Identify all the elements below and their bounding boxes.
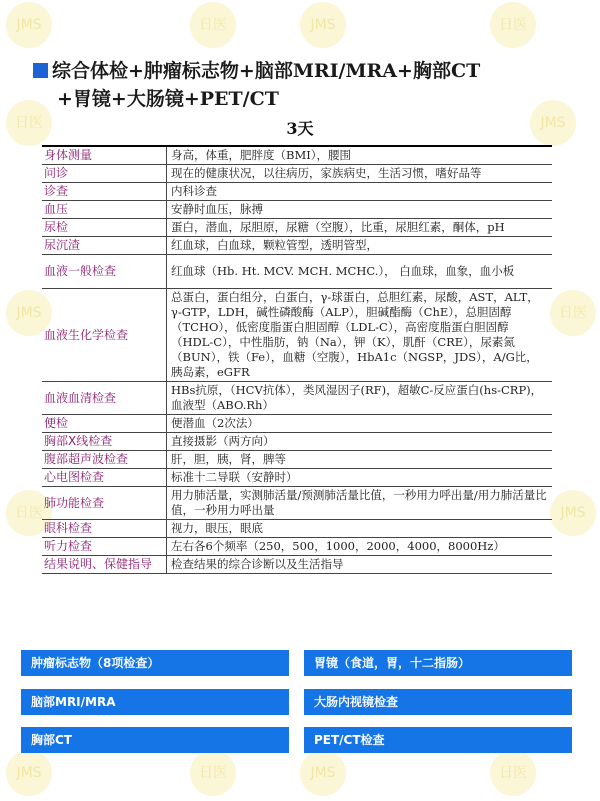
- item-desc: 直接摄影（两方向）: [167, 433, 553, 451]
- table-row: [42, 451, 552, 469]
- title-line-1: [33, 57, 573, 85]
- item-desc: 总蛋白，蛋白组分，白蛋白，γ-球蛋白，总胆红素，尿酸，AST，ALT，γ-GTP，LDH，碱性磷酸酶（ALP），胆碱酯酶（ChE），总胆固醇（TCHO），低密度脂蛋白胆固醇（LDL-C），高密度脂蛋白胆固醇（HDL-C），中性脂肪，钠（Na），钾（K），肌酐（CRE），尿素氮（BUN），铁（Fe），血糖（空腹），HbA1c（NGSP，JDS），A/G比，胰岛素，eGFR: [167, 289, 553, 382]
- item-name: 腹部超声波检查: [42, 451, 167, 469]
- item-name: 血压: [42, 201, 167, 219]
- page-title: [33, 57, 573, 113]
- table-row: [42, 237, 552, 255]
- gastroscopy-button[interactable]: 胃镜（食道，胃，十二指肠）: [304, 650, 572, 676]
- table-row: [42, 415, 552, 433]
- table-row: [42, 255, 552, 289]
- watermark-seal: JMS: [300, 750, 346, 796]
- item-desc: HBs抗原，（HCV抗体），类风湿因子(RF)，超敏C-反应蛋白(hs-CRP)，血液型（ABO.Rh）: [167, 382, 553, 415]
- title-line-2: +胃镜+大肠镜+PET/CT: [57, 88, 279, 110]
- item-name: 尿沉渣: [42, 237, 167, 255]
- watermark-seal: 日医: [550, 290, 596, 336]
- item-name: 便检: [42, 415, 167, 433]
- chest-ct-button[interactable]: 胸部CT: [21, 727, 289, 753]
- table-row: [42, 201, 552, 219]
- table-row: [42, 556, 552, 574]
- watermark-seal: 日医: [6, 490, 52, 536]
- item-name: 血液生化学检查: [42, 289, 167, 382]
- item-desc: 身高，体重，肥胖度（BMI），腰围: [167, 146, 553, 165]
- colonoscopy-button[interactable]: 大肠内视镜检查: [304, 689, 572, 715]
- item-name: 诊查: [42, 183, 167, 201]
- watermark-seal: JMS: [300, 2, 346, 48]
- item-name: 血液一般检查: [42, 255, 167, 289]
- item-desc: 红血球，白血球，颗粒管型，透明管型，: [167, 237, 553, 255]
- bullet-square-icon: [33, 63, 48, 78]
- watermark-seal: 日医: [490, 750, 536, 796]
- watermark-seal: JMS: [6, 290, 52, 336]
- item-desc: 用力肺活量，实测肺活量/预测肺活量比值，一秒用力呼出量/用力肺活量比值，一秒用力呼出量: [167, 487, 553, 520]
- table-row: [42, 520, 552, 538]
- item-name: 结果说明、保健指导: [42, 556, 167, 574]
- table-row: [42, 165, 552, 183]
- watermark-seal: 日医: [190, 750, 236, 796]
- watermark-seal: 日医: [190, 2, 236, 48]
- item-name: 尿检: [42, 219, 167, 237]
- item-name: 听力检查: [42, 538, 167, 556]
- item-name: 血液血清检查: [42, 382, 167, 415]
- table-row: [42, 382, 552, 415]
- item-name: 身体测量: [42, 146, 167, 165]
- watermark-seal: JMS: [530, 100, 576, 146]
- watermark-seal: JMS: [6, 2, 52, 48]
- table-row: [42, 219, 552, 237]
- item-name: 肺功能检查: [42, 487, 167, 520]
- item-desc: 红血球（Hb. Ht. MCV. MCH. MCHC.）， 白血球，血象，血小板: [167, 255, 553, 289]
- watermark-seal: 日医: [6, 100, 52, 146]
- tumor-marker-button[interactable]: 肿瘤标志物（8项检查）: [21, 650, 289, 676]
- item-desc: 检查结果的综合诊断以及生活指导: [167, 556, 553, 574]
- item-desc: 内科诊查: [167, 183, 553, 201]
- item-name: 眼科检查: [42, 520, 167, 538]
- item-desc: 视力，眼压，眼底: [167, 520, 553, 538]
- table-row: [42, 433, 552, 451]
- pet-ct-button[interactable]: PET/CT检查: [304, 727, 572, 753]
- item-desc: 安静时血压，脉搏: [167, 201, 553, 219]
- duration-label: 3天: [286, 119, 314, 138]
- table-row: [42, 487, 552, 520]
- table-row: [42, 146, 552, 165]
- item-name: 胸部X线检查: [42, 433, 167, 451]
- item-name: 心电图检查: [42, 469, 167, 487]
- brain-mri-button[interactable]: 脑部MRI/MRA: [21, 689, 289, 715]
- item-desc: 肝，胆，胰，肾，脾等: [167, 451, 553, 469]
- table-row: [42, 469, 552, 487]
- table-row: [42, 183, 552, 201]
- item-desc: 便潜血（2次法）: [167, 415, 553, 433]
- item-desc: 左右各6个频率（250，500，1000，2000，4000，8000Hz）: [167, 538, 553, 556]
- watermark-seal: JMS: [550, 490, 596, 536]
- watermark-seal: JMS: [6, 750, 52, 796]
- item-desc: 现在的健康状况，以往病历，家族病史，生活习惯，嗜好品等: [167, 165, 553, 183]
- item-name: 问诊: [42, 165, 167, 183]
- item-desc: 标准十二导联（安静时）: [167, 469, 553, 487]
- exam-items-table: [42, 145, 552, 574]
- title-text-1: 综合体检+肿瘤标志物+脑部MRI/MRA+胸部CT: [52, 60, 481, 82]
- table-row: [42, 289, 552, 382]
- table-row: [42, 538, 552, 556]
- watermark-seal: 日医: [490, 2, 536, 48]
- item-desc: 蛋白，潜血，尿胆原，尿糖（空腹），比重，尿胆红素，酮体，pH: [167, 219, 553, 237]
